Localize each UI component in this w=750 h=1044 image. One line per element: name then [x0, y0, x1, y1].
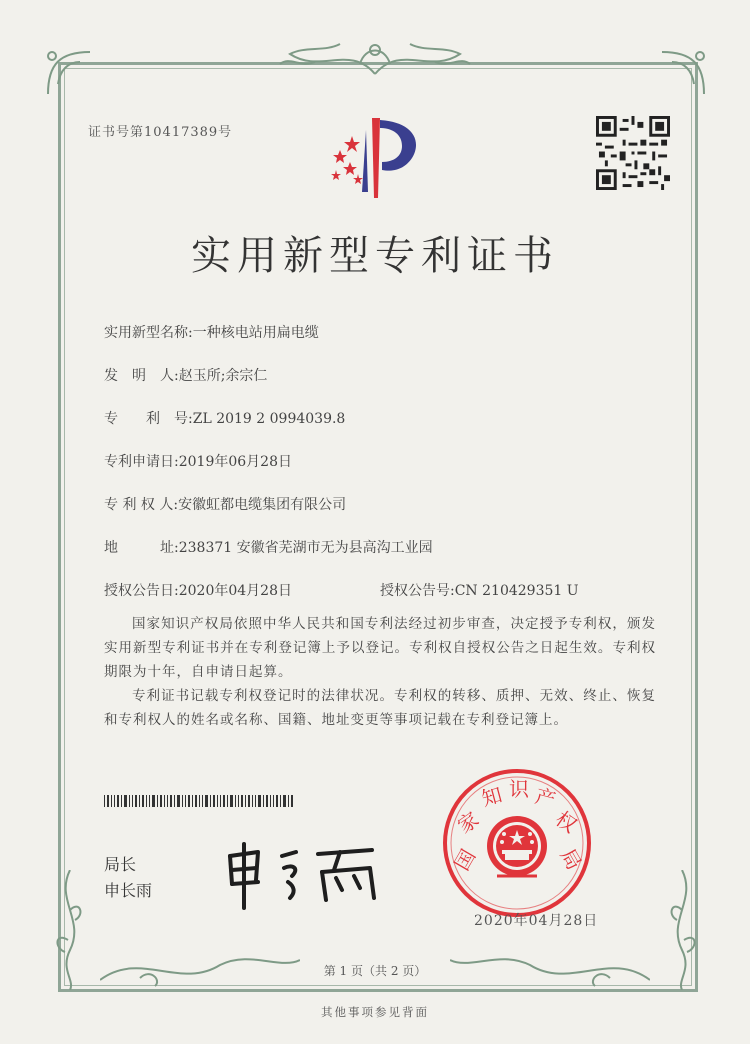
svg-text:产: 产 [532, 783, 559, 813]
field-value: 2019年06月28日 [178, 454, 292, 470]
field-utility-model-name [104, 322, 319, 342]
page-number: 第 1 页（共 2 页） [323, 964, 427, 978]
certificate-title: 实用新型专利证书 [191, 233, 559, 279]
corner-ornament-icon [40, 44, 100, 104]
field-value: 2020年04月28日 [178, 583, 292, 599]
top-ornament-icon [270, 34, 480, 78]
field-patentee [104, 494, 346, 514]
field-grant-date [104, 580, 292, 600]
field-value: CN 210429351 U [454, 583, 579, 599]
barcode-icon [104, 795, 294, 807]
qr-code-icon [596, 116, 670, 190]
field-label: 地 址: [104, 540, 179, 556]
field-label: 专 利 号: [104, 411, 193, 427]
field-value: 赵玉所;余宗仁 [178, 368, 268, 384]
body-paragraph: 专利证书记载专利权登记时的法律状况。专利权的转移、质押、无效、终止、恢复和专利权人的姓名或名称、国籍、地址变更等事项记载在专利登记簿上。 [104, 688, 656, 728]
signatory-title: 局长 [104, 855, 137, 874]
signatory-name: 申长雨 [104, 881, 153, 900]
body-paragraph: 国家知识产权局依照中华人民共和国专利法经过初步审查，决定授予专利权，颁发实用新型专利证书并在专利登记簿上予以登记。专利权自授权公告之日起生效。专利权期限为十年，自申请日起算。 [104, 616, 656, 680]
field-label: 发 明 人: [104, 368, 179, 384]
patent-office-logo-icon [322, 112, 432, 202]
field-value: ZL 2019 2 0994039.8 [192, 411, 346, 427]
field-value: 安徽虹都电缆集团有限公司 [178, 497, 347, 513]
seal-date: 2020年04月28日 [474, 913, 599, 929]
field-filing-date [104, 451, 292, 471]
certificate-number: 证书号第10417389号 [88, 125, 233, 140]
field-label: 专利申请日: [104, 454, 179, 470]
field-label: 专 利 权 人: [104, 497, 179, 513]
svg-text:局: 局 [555, 844, 587, 874]
field-label: 实用新型名称: [104, 325, 193, 341]
official-seal-icon [442, 768, 592, 918]
field-label: 授权公告号: [380, 583, 455, 599]
field-value: 一种核电站用扁电缆 [192, 325, 319, 341]
field-value: 238371 安徽省芜湖市无为县高沟工业园 [178, 540, 433, 556]
svg-text:家: 家 [453, 806, 484, 839]
field-inventor [104, 365, 267, 385]
svg-text:知: 知 [479, 782, 505, 811]
svg-text:识: 识 [509, 777, 529, 801]
handwritten-signature-icon [222, 842, 392, 912]
field-label: 授权公告日: [104, 583, 179, 599]
svg-text:国: 国 [449, 845, 481, 875]
svg-text:权: 权 [551, 806, 582, 838]
field-address [104, 537, 433, 557]
field-patent-number [104, 408, 345, 428]
field-grant-number [380, 580, 579, 600]
corner-ornament-icon [652, 44, 712, 104]
footer-note: 其他事项参见背面 [321, 1005, 429, 1019]
